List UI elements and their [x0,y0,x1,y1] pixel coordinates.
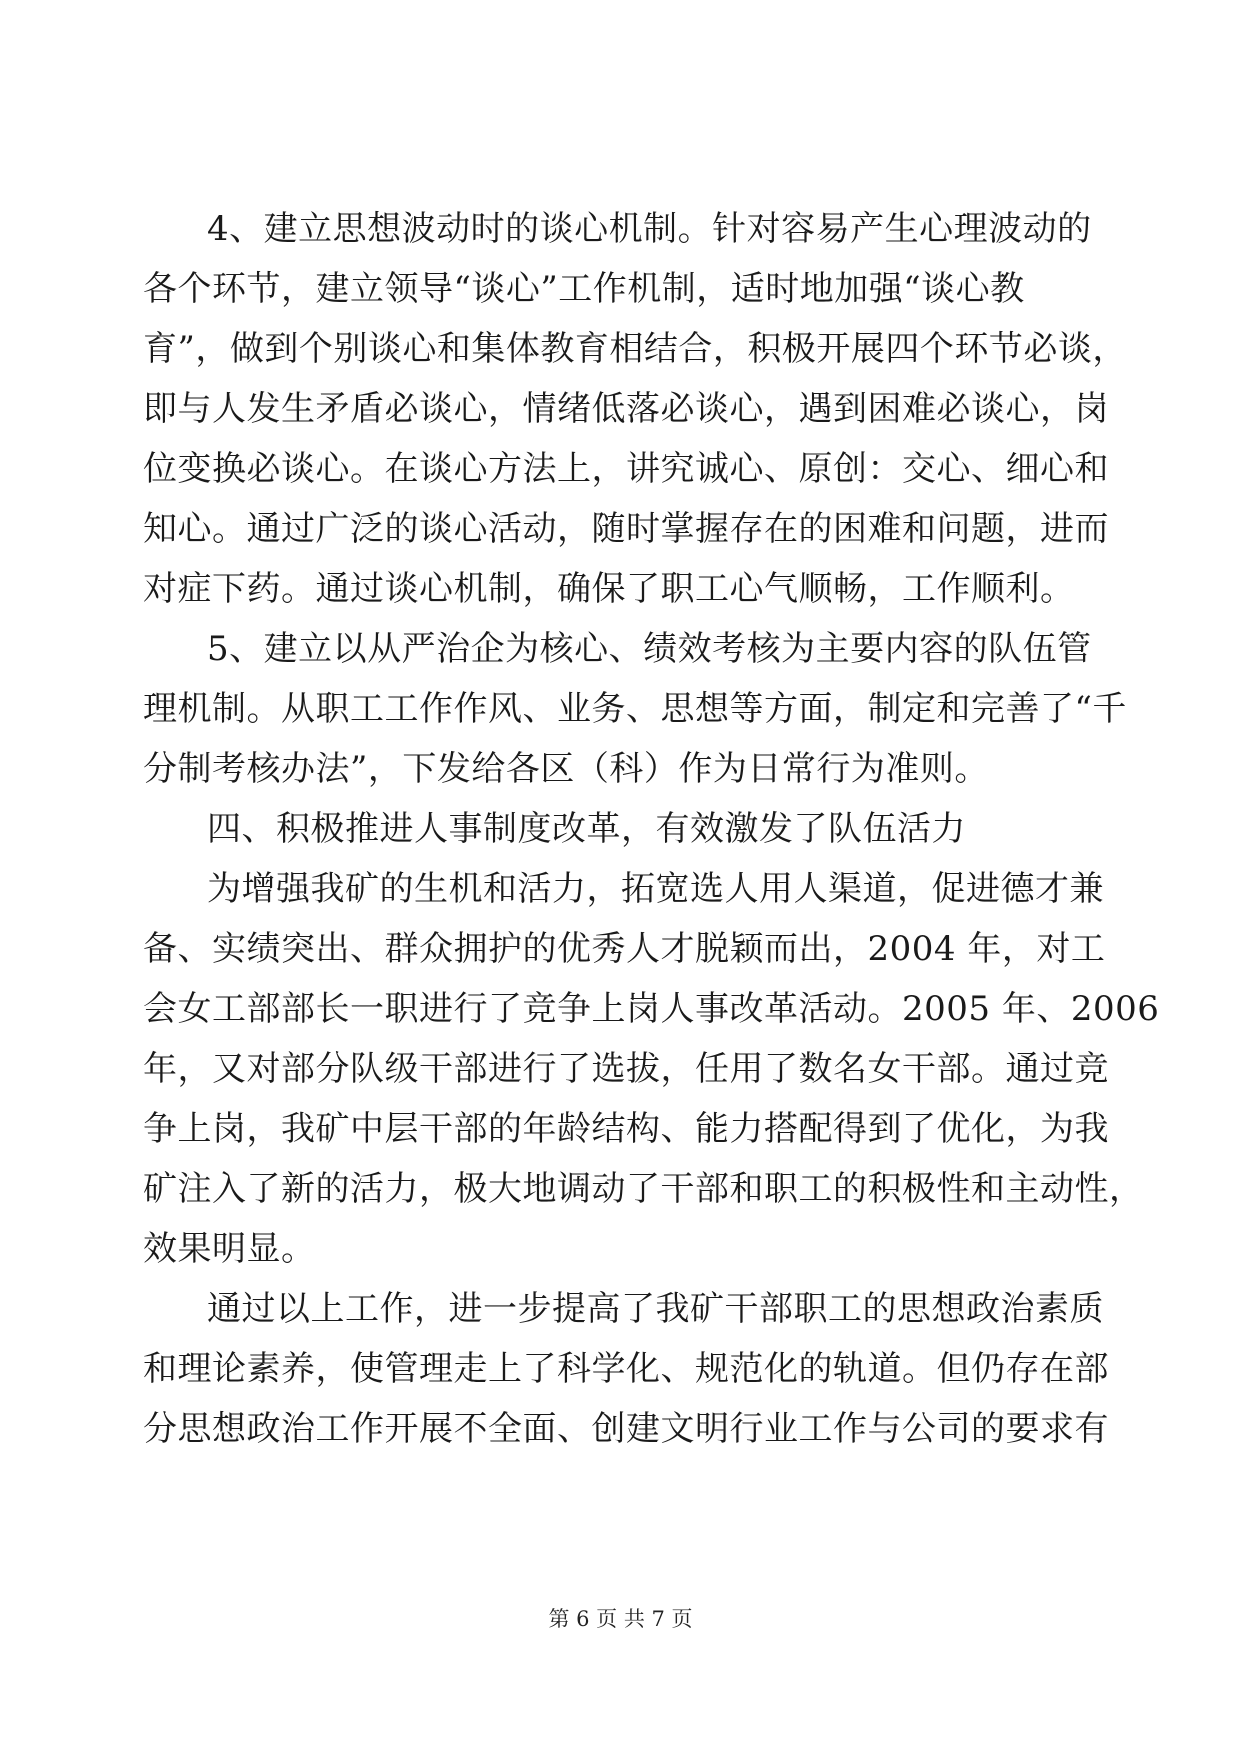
text-line: 4、建立思想波动时的谈心机制。针对容易产生心理波动的 [207,209,1092,249]
text-line: 理机制。从职工工作作风、业务、思想等方面，制定和完善了“千 [143,689,1127,729]
text-line: 即与人发生矛盾必谈心，情绪低落必谈心，遇到困难必谈心，岗 [143,389,1109,429]
text-line: 对症下药。通过谈心机制，确保了职工心气顺畅，工作顺利。 [143,569,1075,609]
text-line: 位变换必谈心。在谈心方法上，讲究诚心、原创：交心、细心和 [143,449,1109,489]
text-line: 和理论素养，使管理走上了科学化、规范化的轨道。但仍存在部 [143,1349,1109,1389]
text-line: 各个环节，建立领导“谈心”工作机制，适时地加强“谈心教 [143,269,1025,309]
text-line: 育”，做到个别谈心和集体教育相结合，积极开展四个环节必谈， [143,329,1127,369]
text-line: 年，又对部分队级干部进行了选拔，任用了数名女干部。通过竞 [143,1049,1109,1089]
text-line: 争上岗，我矿中层干部的年龄结构、能力搭配得到了优化，为我 [143,1109,1109,1149]
text-line: 分思想政治工作开展不全面、创建文明行业工作与公司的要求有 [143,1409,1109,1449]
text-line: 通过以上工作，进一步提高了我矿干部职工的思想政治素质 [207,1289,1104,1329]
text-line: 知心。通过广泛的谈心活动，随时掌握存在的困难和问题，进而 [143,509,1109,549]
text-line: 会女工部部长一职进行了竞争上岗人事改革活动。2005 年、2006 [143,989,1160,1029]
text-line: 分制考核办法”，下发给各区（科）作为日常行为准则。 [143,749,989,789]
text-line: 效果明显。 [143,1229,316,1269]
text-line: 为增强我矿的生机和活力，拓宽选人用人渠道，促进德才兼 [207,869,1104,909]
page-footer-indicator: 第 6 页 共 7 页 [548,1607,693,1631]
section-heading: 四、积极推进人事制度改革，有效激发了队伍活力 [207,809,966,849]
text-line: 5、建立以从严治企为核心、绩效考核为主要内容的队伍管 [207,629,1092,669]
text-line: 备、实绩突出、群众拥护的优秀人才脱颖而出，2004 年，对工 [143,929,1106,969]
text-line: 矿注入了新的活力，极大地调动了干部和职工的积极性和主动性， [143,1169,1144,1209]
